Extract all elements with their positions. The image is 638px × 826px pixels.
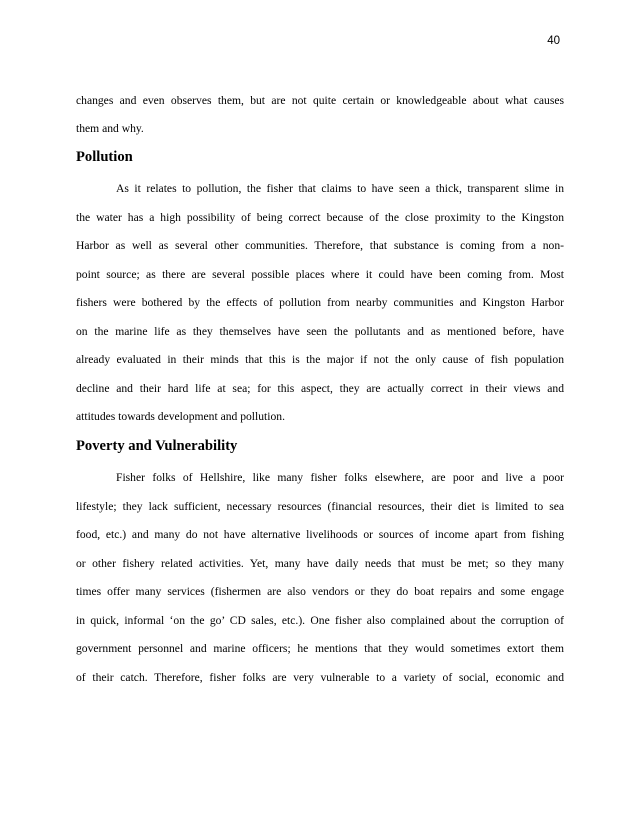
body-text-line: of their catch. Therefore, fisher folks are very vulnerable to a variety of social, economic and bbox=[76, 671, 564, 684]
body-text-line: government personnel and marine officers; he mentions that they would sometimes extort them bbox=[76, 642, 564, 655]
body-text-line: As it relates to pollution, the fisher that claims to have seen a thick, transparent slime in bbox=[116, 182, 564, 195]
body-text-line: lifestyle; they lack sufficient, necessary resources (financial resources, their diet is limited to sea bbox=[76, 500, 564, 513]
body-text-line: fishers were bothered by the effects of pollution from nearby communities and Kingston Harbor bbox=[76, 296, 564, 309]
body-text-line: decline and their hard life at sea; for this aspect, they are actually correct in their views and bbox=[76, 382, 564, 395]
body-text-line: Fisher folks of Hellshire, like many fisher folks elsewhere, are poor and live a poor bbox=[116, 471, 564, 484]
body-text-line: on the marine life as they themselves have seen the pollutants and as mentioned before, have bbox=[76, 325, 564, 338]
body-text-line: point source; as there are several possible places where it could have been coming from. Most bbox=[76, 268, 564, 281]
body-text-line: the water has a high possibility of being correct because of the close proximity to the Kingston bbox=[76, 211, 564, 224]
body-text-line: already evaluated in their minds that this is the major if not the only cause of fish population bbox=[76, 353, 564, 366]
body-text-line: Harbor as well as several other communities. Therefore, that substance is coming from a non- bbox=[76, 239, 564, 252]
body-text-line: them and why. bbox=[76, 122, 144, 135]
body-text-line: changes and even observes them, but are not quite certain or knowledgeable about what causes bbox=[76, 94, 564, 107]
body-text-line: in quick, informal ‘on the go’ CD sales, etc.). One fisher also complained about the corruption of bbox=[76, 614, 564, 627]
body-text-line: attitudes towards development and pollution. bbox=[76, 410, 285, 423]
body-text-line: or other fishery related activities. Yet, many have daily needs that must be met; so they many bbox=[76, 557, 564, 570]
body-text-line: times offer many services (fishermen are also vendors or they do boat repairs and some engage bbox=[76, 585, 564, 598]
body-text-line: food, etc.) and many do not have alternative livelihoods or sources of income apart from fishing bbox=[76, 528, 564, 541]
section-heading-pollution: Pollution bbox=[76, 149, 133, 165]
section-heading-poverty-vulnerability: Poverty and Vulnerability bbox=[76, 438, 238, 454]
page-number: 40 bbox=[547, 35, 560, 47]
